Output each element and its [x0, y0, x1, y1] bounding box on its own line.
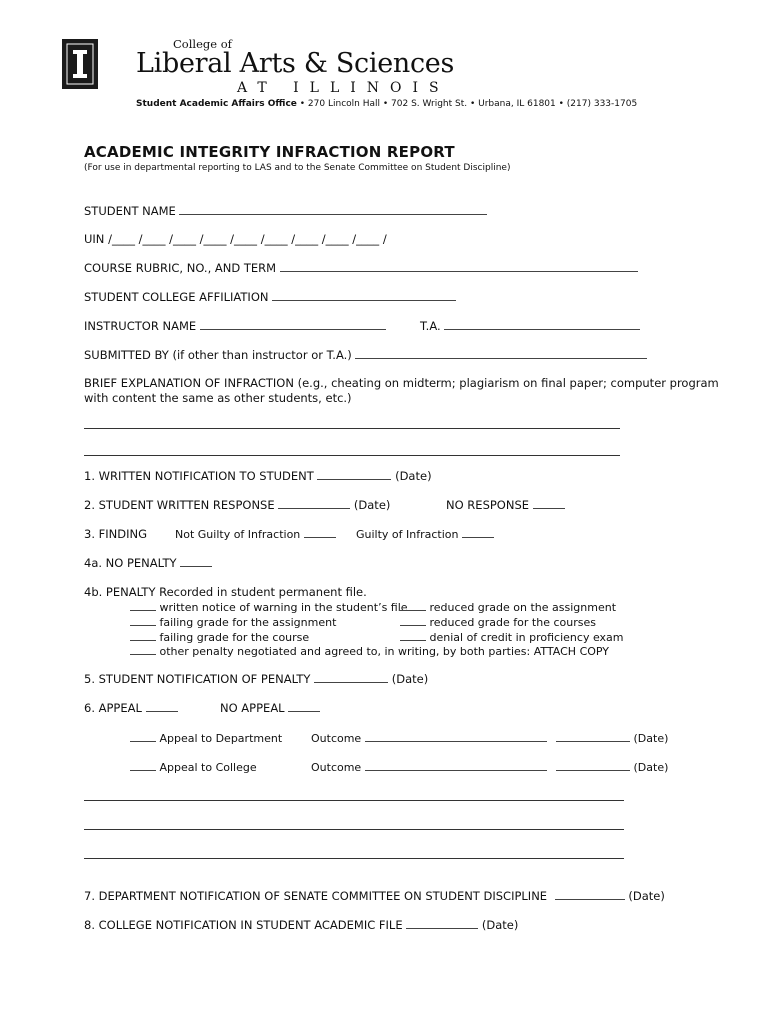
- appeal-dept-field[interactable]: [130, 731, 156, 742]
- item-4a-row: [84, 556, 212, 570]
- penalty-other-field[interactable]: [130, 644, 156, 655]
- form-subtitle: (For use in departmental reporting to LAS and to the Senate Committee on Student Discipline): [84, 163, 511, 173]
- item-6-row: [84, 701, 178, 715]
- no-appeal-row: [220, 701, 320, 715]
- instructor-row: [84, 319, 386, 333]
- not-guilty-label: Not Guilty of Infraction: [175, 528, 301, 541]
- explanation-line[interactable]: [84, 455, 620, 456]
- item-1-date-field[interactable]: [317, 469, 391, 480]
- notes-line[interactable]: [84, 829, 624, 830]
- course-field[interactable]: [280, 261, 638, 272]
- penalty-reduced-assign-row: [400, 600, 616, 614]
- outcome-label: Outcome: [311, 732, 362, 745]
- item-8-row: [84, 918, 518, 932]
- item-2-label: 2. STUDENT WRITTEN RESPONSE: [84, 498, 275, 512]
- explanation-label-1: BRIEF EXPLANATION OF INFRACTION (e.g., cheating on midterm; plagiarism on final paper; computer program: [84, 376, 719, 390]
- not-guilty-field[interactable]: [304, 527, 336, 538]
- instructor-field[interactable]: [200, 319, 386, 330]
- item-8-label: 8. COLLEGE NOTIFICATION IN STUDENT ACADEMIC FILE: [84, 918, 403, 932]
- not-guilty-row: [175, 527, 336, 541]
- item-5-date-field[interactable]: [314, 672, 388, 683]
- office-contact-line: [136, 99, 637, 109]
- instructor-label: INSTRUCTOR NAME: [84, 319, 197, 333]
- appeal-college-label: Appeal to College: [159, 761, 257, 774]
- item-2-date-field[interactable]: [278, 498, 350, 509]
- form-title: ACADEMIC INTEGRITY INFRACTION REPORT: [84, 143, 455, 161]
- penalty-warning-label: written notice of warning in the student’s file: [159, 601, 408, 614]
- appeal-dept-outcome-field[interactable]: [365, 731, 547, 742]
- student-name-label: STUDENT NAME: [84, 204, 176, 218]
- guilty-field[interactable]: [462, 527, 494, 538]
- university-logo-icon: [62, 39, 98, 89]
- penalty-fail-course-field[interactable]: [130, 630, 156, 641]
- appeal-dept-row: [130, 731, 282, 745]
- appeal-dept-date-field[interactable]: [556, 731, 630, 742]
- item-4b-label: 4b. PENALTY Recorded in student permanent file.: [84, 585, 367, 599]
- penalty-fail-assign-row: [130, 615, 336, 629]
- item-7-date-field[interactable]: [555, 889, 625, 900]
- penalty-denial-row: [400, 630, 624, 644]
- submitted-by-label: SUBMITTED BY (if other than instructor or T.A.): [84, 348, 352, 362]
- penalty-denial-field[interactable]: [400, 630, 426, 641]
- item-7-row: [84, 889, 665, 903]
- date-label: (Date): [633, 761, 669, 774]
- penalty-warning-row: [130, 600, 408, 614]
- ta-label: T.A.: [420, 319, 441, 333]
- date-label: (Date): [628, 889, 665, 903]
- penalty-warning-field[interactable]: [130, 600, 156, 611]
- penalty-other-label: other penalty negotiated and agreed to, in writing, by both parties: ATTACH COPY: [159, 645, 610, 658]
- item-2-row: [84, 498, 390, 512]
- at-illinois-label: AT ILLINOIS: [237, 80, 450, 96]
- explanation-line[interactable]: [84, 428, 620, 429]
- appeal-college-date-field[interactable]: [556, 760, 630, 771]
- college-of-label: College of: [173, 37, 232, 51]
- appeal-college-row: [130, 760, 257, 774]
- uin-field[interactable]: UIN /____ /____ /____ /____ /____ /____ /____ /____ /____ /: [84, 232, 387, 246]
- guilty-label: Guilty of Infraction: [356, 528, 459, 541]
- appeal-dept-date-row: [556, 731, 668, 745]
- date-label: (Date): [633, 732, 669, 745]
- ta-row: [420, 319, 640, 333]
- penalty-denial-label: denial of credit in proficiency exam: [429, 631, 624, 644]
- appeal-college-outcome-row: [311, 760, 547, 774]
- notes-line[interactable]: [84, 800, 624, 801]
- appeal-college-field[interactable]: [130, 760, 156, 771]
- penalty-fail-course-row: [130, 630, 309, 644]
- affiliation-field[interactable]: [272, 290, 456, 301]
- item-3-label: 3. FINDING: [84, 527, 147, 541]
- no-response-row: [446, 498, 565, 512]
- no-response-label: NO RESPONSE: [446, 498, 530, 512]
- item-8-date-field[interactable]: [406, 918, 478, 929]
- affiliation-label: STUDENT COLLEGE AFFILIATION: [84, 290, 269, 304]
- appeal-college-date-row: [556, 760, 668, 774]
- no-response-field[interactable]: [533, 498, 565, 509]
- appeal-dept-label: Appeal to Department: [159, 732, 283, 745]
- item-5-label: 5. STUDENT NOTIFICATION OF PENALTY: [84, 672, 311, 686]
- course-label: COURSE RUBRIC, NO., AND TERM: [84, 261, 277, 275]
- item-4a-label: 4a. NO PENALTY: [84, 556, 177, 570]
- penalty-reduced-courses-row: [400, 615, 596, 629]
- appeal-field[interactable]: [146, 701, 178, 712]
- appeal-college-outcome-field[interactable]: [365, 760, 547, 771]
- penalty-reduced-assign-field[interactable]: [400, 600, 426, 611]
- college-name: Liberal Arts & Sciences: [136, 48, 455, 79]
- date-label: (Date): [481, 918, 519, 932]
- explanation-label-2: with content the same as other students, etc.): [84, 391, 352, 405]
- penalty-fail-assign-label: failing grade for the assignment: [159, 616, 337, 629]
- penalty-other-row: [130, 644, 609, 658]
- date-label: (Date): [395, 469, 432, 483]
- office-address: • 270 Lincoln Hall • 702 S. Wright St. • Urbana, IL 61801 • (217) 333-1705: [296, 99, 638, 109]
- ta-field[interactable]: [444, 319, 640, 330]
- outcome-label: Outcome: [311, 761, 362, 774]
- no-appeal-label: NO APPEAL: [220, 701, 285, 715]
- notes-line[interactable]: [84, 858, 624, 859]
- item-6-label: 6. APPEAL: [84, 701, 142, 715]
- affiliation-row: [84, 290, 456, 304]
- student-name-field[interactable]: [179, 204, 487, 215]
- penalty-reduced-courses-label: reduced grade for the courses: [429, 616, 596, 629]
- item-1-label: 1. WRITTEN NOTIFICATION TO STUDENT: [84, 469, 314, 483]
- appeal-dept-outcome-row: [311, 731, 547, 745]
- penalty-reduced-assign-label: reduced grade on the assignment: [429, 601, 617, 614]
- penalty-fail-assign-field[interactable]: [130, 615, 156, 626]
- date-label: (Date): [391, 672, 429, 686]
- no-penalty-field[interactable]: [180, 556, 212, 567]
- course-row: [84, 261, 638, 275]
- item-7-label: 7. DEPARTMENT NOTIFICATION OF SENATE COMMITTEE ON STUDENT DISCIPLINE: [84, 889, 548, 903]
- no-appeal-field[interactable]: [288, 701, 320, 712]
- submitted-by-row: [84, 348, 647, 362]
- penalty-reduced-courses-field[interactable]: [400, 615, 426, 626]
- item-1-row: [84, 469, 432, 483]
- student-name-row: [84, 204, 487, 218]
- date-label: (Date): [353, 498, 391, 512]
- office-name: Student Academic Affairs Office: [136, 99, 297, 109]
- submitted-by-field[interactable]: [355, 348, 647, 359]
- penalty-fail-course-label: failing grade for the course: [159, 631, 310, 644]
- item-5-row: [84, 672, 428, 686]
- guilty-row: [356, 527, 494, 541]
